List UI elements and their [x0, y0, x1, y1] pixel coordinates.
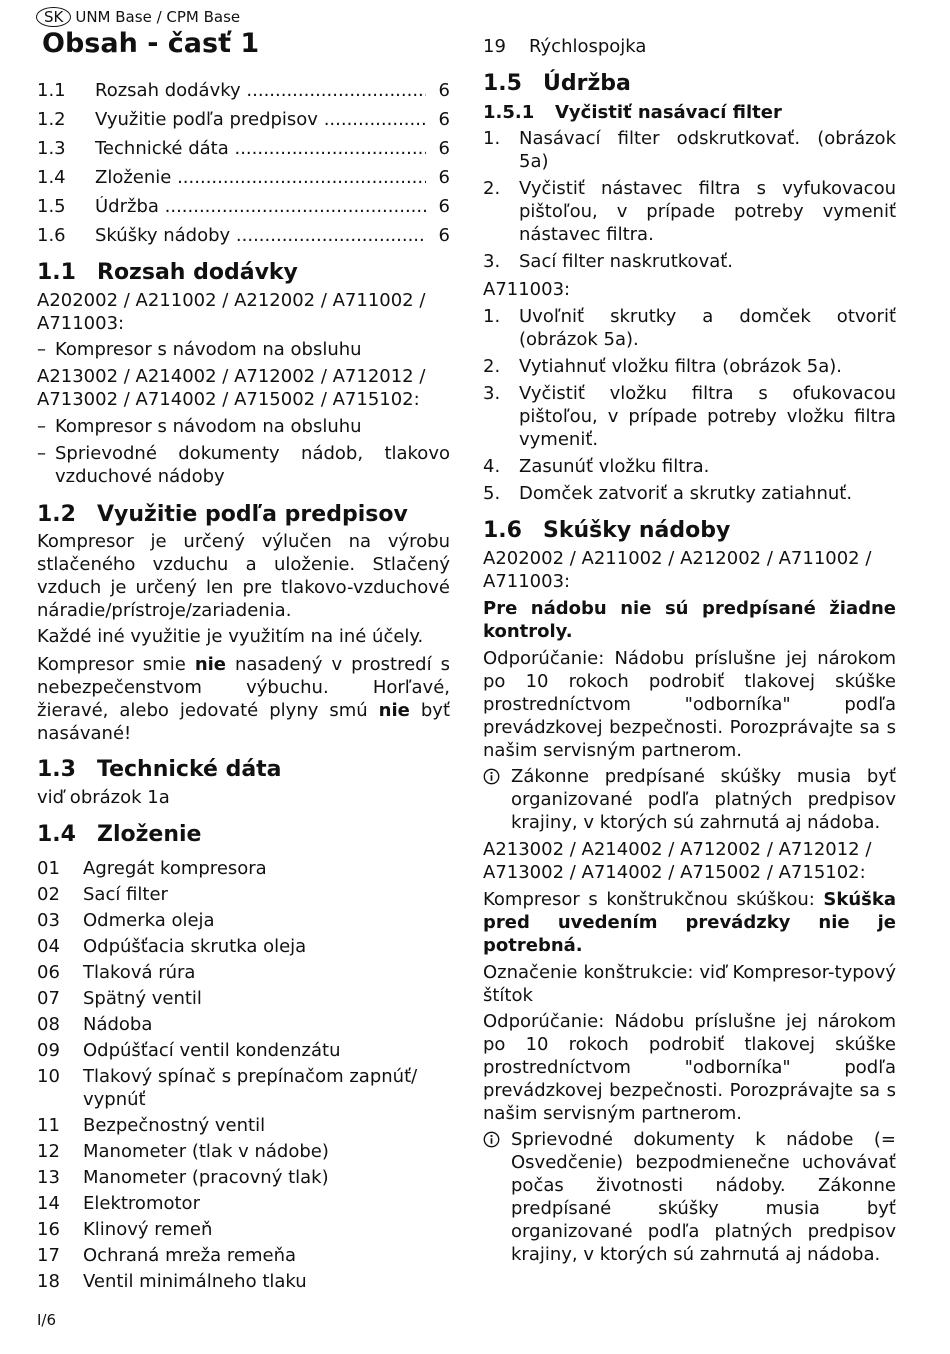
paragraph: Kompresor smie nie nasadený v prostredí s nebezpečenstvom výbuchu. Horľavé, žieravé, alebo jedovaté plyny smú nie byť nasávané! [37, 654, 450, 744]
list-item [37, 857, 450, 880]
part-number: 13 [37, 1167, 60, 1188]
list-item [37, 1192, 450, 1215]
part-label: Ochraná mreža remeňa [83, 1245, 297, 1266]
step-text: Uvoľniť skrutky a domček otvoriť (obrázok 5a). [519, 306, 896, 350]
subsection-heading: 1.5.1 Vyčistiť nasávací filter [483, 102, 782, 123]
page-number: I/6 [37, 1311, 57, 1329]
models-list: A202002 / A211002 / A212002 / A711002 / A711003: [483, 548, 872, 592]
list-item [37, 1166, 450, 1189]
step-item [483, 127, 896, 173]
toc-number: 1.4 [37, 167, 66, 188]
list-item [37, 961, 450, 984]
part-number: 16 [37, 1219, 60, 1240]
page-header [36, 6, 240, 28]
part-label: Bezpečnostný ventil [83, 1115, 266, 1136]
info-note: Sprievodné dokumenty k nádobe (= Osvedčenie) bezpodmienečne uchovávať počas životnosti nádoby. Zákonne predpísané skúšky musia byť organizované podľa platných predpisov krajiny, v ktorých sú zahrnutá aj nádoba. [483, 1128, 896, 1266]
part-number: 04 [37, 936, 60, 957]
list-item [37, 1218, 450, 1241]
step-number: 4. [483, 456, 501, 477]
toc-entry[interactable] [37, 134, 450, 163]
table-of-contents [37, 76, 450, 250]
step-text: Sací filter naskrutkovať. [519, 251, 734, 272]
step-item [483, 177, 896, 246]
toc-page: 6 [438, 80, 450, 101]
part-number: 02 [37, 884, 60, 905]
part-number: 18 [37, 1271, 60, 1292]
part-label: Sací filter [83, 884, 168, 905]
step-number: 3. [483, 251, 501, 272]
toc-page: 6 [438, 167, 450, 188]
info-icon [483, 1128, 511, 1266]
part-label: Odpúšťacia skrutka oleja [83, 936, 307, 957]
part-label: Tlaková rúra [83, 962, 196, 983]
bold-note: Pre nádobu nie sú predpísané žiadne kontroly. [483, 598, 896, 642]
part-label: Agregát kompresora [83, 858, 267, 879]
part-label: Elektromotor [83, 1193, 200, 1214]
paragraph: Označenie konštrukcie: viď Kompresor-typový štítok [483, 962, 896, 1006]
toc-page: 6 [438, 196, 450, 217]
step-number: 2. [483, 178, 501, 199]
toc-label: Údržba ..... [95, 196, 426, 217]
list-item [37, 883, 450, 906]
part-label: Manometer (pracovný tlak) [83, 1167, 329, 1188]
toc-number: 1.2 [37, 109, 66, 130]
toc-page: 6 [438, 138, 450, 159]
models-list: A213002 / A214002 / A712002 / A712012 / A713002 / A714002 / A715002 / A715102: [483, 839, 872, 883]
toc-number: 1.6 [37, 225, 66, 246]
part-label: Nádoba [83, 1014, 153, 1035]
paragraph: Kompresor je určený výlučen na výrobu stlačeného vzduchu a uloženie. Stlačený vzduch je určený len pre tlakovo-vzduchové náradie/prístroje/zariadenia. [37, 531, 450, 621]
paragraph: Odporúčanie: Nádobu príslušne jej nárokom po 10 rokoch podrobiť tlakovej skúške prostredníctvom "odborníka" podľa prevádzkovej bezpečnosti. Porozprávajte sa s našim servisným partnerom. [483, 1011, 896, 1124]
part-number: 01 [37, 858, 60, 879]
section-heading-1-4: 1.4 Zloženie [37, 822, 202, 847]
step-item [483, 250, 896, 273]
models-list: A213002 / A214002 / A712002 / A712012 / A713002 / A714002 / A715002 / A715102: [37, 366, 426, 410]
toc-label: Využitie podľa predpisov ..... [95, 109, 426, 130]
step-text: Zasunúť vložku filtra. [519, 456, 710, 477]
part-number: 17 [37, 1245, 60, 1266]
toc-entry[interactable] [37, 105, 450, 134]
part-number: 09 [37, 1040, 60, 1061]
list-item: – Kompresor s návodom na obsluhu [37, 339, 362, 360]
info-icon [483, 765, 511, 834]
toc-number: 1.3 [37, 138, 66, 159]
section-heading-1-1: 1.1 Rozsah dodávky [37, 260, 298, 285]
toc-label: Technické dáta ..... [95, 138, 426, 159]
toc-page: 6 [438, 225, 450, 246]
info-note: Zákonne predpísané skúšky musia byť organizované podľa platných predpisov krajiny, v ktorých sú zahrnutá aj nádoba. [483, 765, 896, 834]
list-item [37, 1039, 450, 1062]
part-label: Odpúšťací ventil kondenzátu [83, 1040, 341, 1061]
step-number: 2. [483, 356, 501, 377]
part-number: 08 [37, 1014, 60, 1035]
section-heading-1-5: 1.5 Údržba [483, 71, 631, 96]
paragraph: Každé iné využitie je využitím na iné účely. [37, 626, 424, 647]
part-number: 14 [37, 1193, 60, 1214]
step-item [483, 455, 896, 478]
model-label: A711003: [483, 279, 571, 300]
list-item [37, 1140, 450, 1163]
part-number: 11 [37, 1115, 60, 1136]
part-number: 06 [37, 962, 60, 983]
list-item [37, 1270, 450, 1293]
list-item: 19 Rýchlospojka [483, 36, 647, 57]
step-text: Vyčistiť nástavec filtra s vyfukovacou pištoľou, v prípade potreby vymeniť nástavec filtra. [519, 178, 896, 245]
paragraph: viď obrázok 1a [37, 787, 170, 808]
list-item [37, 1013, 450, 1036]
list-item [37, 1244, 450, 1267]
toc-entry[interactable] [37, 76, 450, 105]
part-number: 07 [37, 988, 60, 1009]
toc-page: 6 [438, 109, 450, 130]
section-heading-1-6: 1.6 Skúšky nádoby [483, 518, 731, 543]
step-number: 3. [483, 383, 501, 404]
part-number: 10 [37, 1066, 60, 1087]
step-item [483, 305, 896, 351]
header-title: UNM Base / CPM Base [75, 8, 241, 26]
toc-label: Zloženie ..... [95, 167, 426, 188]
paragraph: Kompresor s konštrukčnou skúškou: Skúška pred uvedením prevádzky nie je potrebná. [483, 889, 896, 956]
step-item [483, 482, 896, 505]
step-number: 1. [483, 128, 501, 149]
list-item [37, 1114, 450, 1137]
list-item: – Kompresor s návodom na obsluhu [37, 416, 362, 437]
step-text: Vyčistiť vložku filtra s ofukovacou pištoľou, v prípade potreby vložku filtra vymeniť. [519, 383, 896, 450]
toc-entry[interactable] [37, 192, 450, 221]
toc-entry[interactable] [37, 163, 450, 192]
toc-number: 1.1 [37, 80, 66, 101]
step-text: Vytiahnuť vložku filtra (obrázok 5a). [519, 356, 842, 377]
part-number: 03 [37, 910, 60, 931]
step-number: 1. [483, 306, 501, 327]
section-heading-1-3: 1.3 Technické dáta [37, 757, 282, 782]
part-label: Odmerka oleja [83, 910, 215, 931]
part-label: Tlakový spínač s prepínačom zapnúť/ vypnúť [83, 1066, 418, 1110]
part-label: Ventil minimálneho tlaku [83, 1271, 307, 1292]
step-item [483, 355, 896, 378]
section-heading-1-2: 1.2 Využitie podľa predpisov [37, 502, 408, 527]
step-item [483, 382, 896, 451]
step-number: 5. [483, 483, 501, 504]
models-list: A202002 / A211002 / A212002 / A711002 / A711003: [37, 290, 426, 334]
toc-number: 1.5 [37, 196, 66, 217]
list-item [37, 987, 450, 1010]
list-item [37, 935, 450, 958]
page-title: Obsah - časť 1 [42, 28, 260, 59]
step-text: Domček zatvoriť a skrutky zatiahnuť. [519, 483, 853, 504]
list-item [37, 909, 450, 932]
toc-label: Rozsah dodávky ..... [95, 80, 426, 101]
part-label: Spätný ventil [83, 988, 202, 1009]
list-item: – Sprievodné dokumenty nádob, tlakovo vzduchové nádoby [37, 443, 450, 487]
language-badge: SK [36, 7, 71, 27]
toc-label: Skúšky nádoby ..... [95, 225, 426, 246]
paragraph: Odporúčanie: Nádobu príslušne jej nárokom po 10 rokoch podrobiť tlakovej skúške prostredníctvom "odborníka" podľa prevádzkovej bezpečnosti. Porozprávajte sa s našim servisným partnerom. [483, 648, 896, 761]
part-number: 12 [37, 1141, 60, 1162]
toc-entry[interactable] [37, 221, 450, 250]
step-text: Nasávací filter odskrutkovať. (obrázok 5a) [519, 128, 896, 172]
part-label: Manometer (tlak v nádobe) [83, 1141, 329, 1162]
part-label: Klinový remeň [83, 1219, 213, 1240]
list-item [37, 1065, 450, 1111]
